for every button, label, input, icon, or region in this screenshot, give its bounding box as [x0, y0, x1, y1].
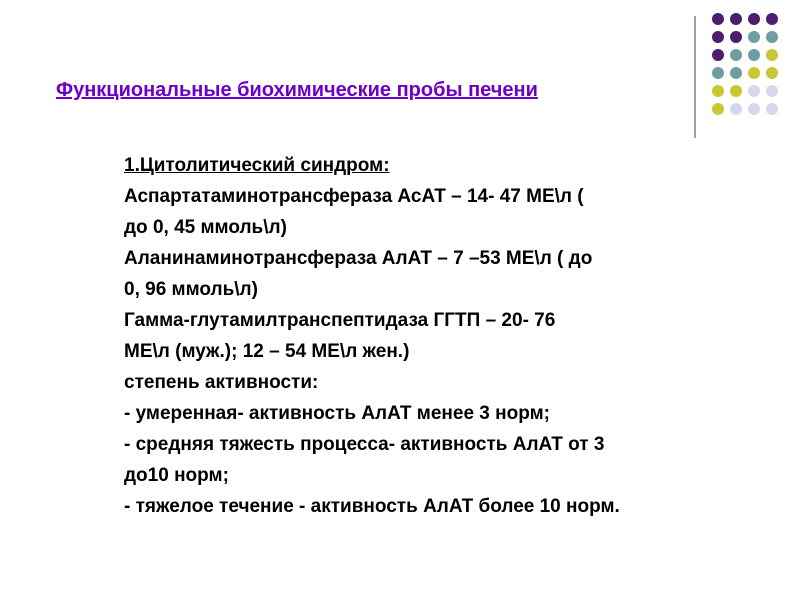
decorative-dot	[712, 49, 724, 61]
decorative-dot	[766, 103, 778, 115]
decorative-dot	[730, 49, 742, 61]
decorative-dot	[766, 85, 778, 97]
section-heading: 1.Цитолитический синдром:	[124, 155, 390, 176]
text-line: Гамма-глутамилтранспептидаза ГГТП – 20- 76	[124, 310, 556, 331]
decorative-dot	[748, 85, 760, 97]
decorative-dot	[712, 103, 724, 115]
decorative-dot	[748, 103, 760, 115]
text-line: - тяжелое течение - активность АлАТ более 10 норм.	[124, 496, 620, 517]
text-line: МЕ\л (муж.); 12 – 54 МЕ\л жен.)	[124, 341, 410, 362]
text-line: 0, 96 ммоль\л)	[124, 279, 258, 300]
decorative-dot	[748, 67, 760, 79]
text-line: Аланинаминотрансфераза АлАТ – 7 –53 МЕ\л ( до	[124, 248, 593, 269]
decorative-dot	[712, 13, 724, 25]
decorative-dot	[712, 31, 724, 43]
text-line: - средняя тяжесть процесса- активность АлАТ от 3	[124, 434, 605, 455]
text-line: до 0, 45 ммоль\л)	[124, 217, 287, 238]
text-line: Аспартатаминотрансфераза АсАТ – 14- 47 МЕ\л (	[124, 186, 584, 207]
decorative-dot	[766, 67, 778, 79]
decorative-dot	[730, 13, 742, 25]
decorative-dot	[712, 85, 724, 97]
text-line: - умеренная- активность АлАТ менее 3 норм;	[124, 403, 550, 424]
decorative-dot	[730, 31, 742, 43]
decorative-dot	[712, 67, 724, 79]
decorative-dot	[766, 13, 778, 25]
slide-title: Функциональные биохимические пробы печени	[56, 79, 538, 101]
decorative-dot	[748, 13, 760, 25]
decorative-dot	[748, 49, 760, 61]
slide-body	[124, 150, 764, 522]
decorative-dot	[766, 49, 778, 61]
text-line: степень активности:	[124, 372, 319, 393]
decorative-dot	[730, 67, 742, 79]
decorative-dot	[730, 85, 742, 97]
decorative-dot	[730, 103, 742, 115]
decorative-divider	[694, 16, 696, 138]
text-line: до10 норм;	[124, 465, 229, 486]
decorative-dot	[748, 31, 760, 43]
decorative-dot-grid	[0, 0, 800, 140]
decorative-dot	[766, 31, 778, 43]
